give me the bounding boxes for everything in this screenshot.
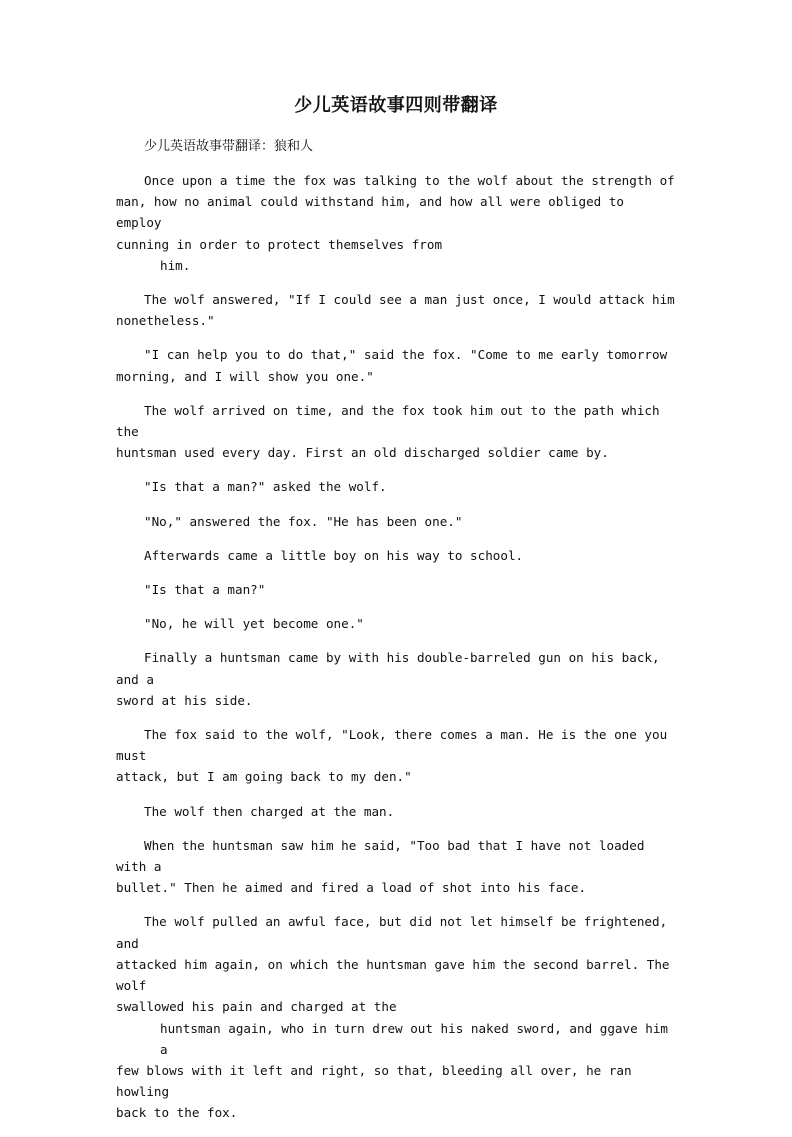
paragraph: [116, 835, 676, 899]
story-subtitle: 少儿英语故事带翻译：狼和人: [144, 139, 314, 154]
paragraph: [116, 801, 676, 822]
paragraph-line: huntsman used every day. First an old discharged soldier came by.: [116, 445, 609, 461]
paragraph: [116, 289, 676, 331]
paragraph-line: "No," answered the fox. "He has been one.": [144, 513, 463, 529]
paragraph: [116, 511, 676, 532]
paragraph-line: "No, he will yet become one.": [144, 616, 364, 632]
paragraph-line: attack, but I am going back to my den.": [116, 769, 412, 785]
paragraph-line: swallowed his pain and charged at the: [116, 999, 397, 1015]
document-page: [116, 92, 676, 1137]
paragraph: [116, 579, 676, 600]
paragraph-line: Afterwards came a little boy on his way to school.: [144, 547, 524, 563]
paragraph: [116, 400, 676, 464]
paragraph-line: The fox said to the wolf, "Look, there comes a man. He is the one you must: [116, 727, 668, 764]
paragraph-line: The wolf arrived on time, and the fox took him out to the path which the: [116, 402, 660, 440]
paragraph-line: sword at his side.: [116, 692, 253, 708]
paragraph-line: Once upon a time the fox was talking to the wolf about the strength of: [144, 173, 675, 188]
paragraph-line: "Is that a man?" asked the wolf.: [144, 479, 387, 495]
paragraph: [116, 911, 676, 1123]
paragraph: [116, 344, 676, 386]
paragraph-line: man, how no animal could withstand him, and how all were obliged to employ: [116, 194, 624, 231]
paragraph-line: The wolf answered, "If I could see a man just once, I would attack him: [144, 292, 675, 308]
paragraph-line: cunning in order to protect themselves from: [116, 236, 443, 252]
paragraph-line: "Is that a man?": [144, 582, 266, 598]
paragraph: [116, 647, 676, 711]
paragraph: [116, 170, 676, 276]
paragraph-line: The wolf then charged at the man.: [144, 803, 395, 819]
paragraph-line: Finally a huntsman came by with his double-barreled gun on his back, and a: [116, 650, 660, 687]
paragraph: [116, 476, 676, 497]
paragraph-line: huntsman again, who in turn drew out his naked sword, and ggave him a: [160, 1020, 668, 1057]
paragraph-line: When the huntsman saw him he said, "Too bad that I have not loaded with a: [116, 837, 645, 875]
paragraph-line: bullet." Then he aimed and fired a load of shot into his face.: [116, 880, 587, 896]
paragraph-line: The wolf pulled an awful face, but did not let himself be frightened, and: [116, 914, 668, 951]
paragraph-line: morning, and I will show you one.": [116, 368, 374, 384]
paragraph: [116, 724, 676, 788]
paragraph-line: attacked him again, on which the huntsman gave him the second barrel. The wolf: [116, 956, 670, 994]
paragraph: [116, 545, 676, 566]
paragraph-line: few blows with it left and right, so that, bleeding all over, he ran howling: [116, 1062, 632, 1100]
paragraph-line: nonetheless.": [116, 313, 215, 329]
paragraph-line: him.: [160, 257, 191, 273]
document-title: 少儿英语故事四则带翻译: [294, 95, 498, 116]
paragraph-line: back to the fox.: [116, 1105, 238, 1121]
paragraph-line: "I can help you to do that," said the fox. "Come to me early tomorrow: [144, 347, 668, 363]
paragraph: [116, 613, 676, 634]
